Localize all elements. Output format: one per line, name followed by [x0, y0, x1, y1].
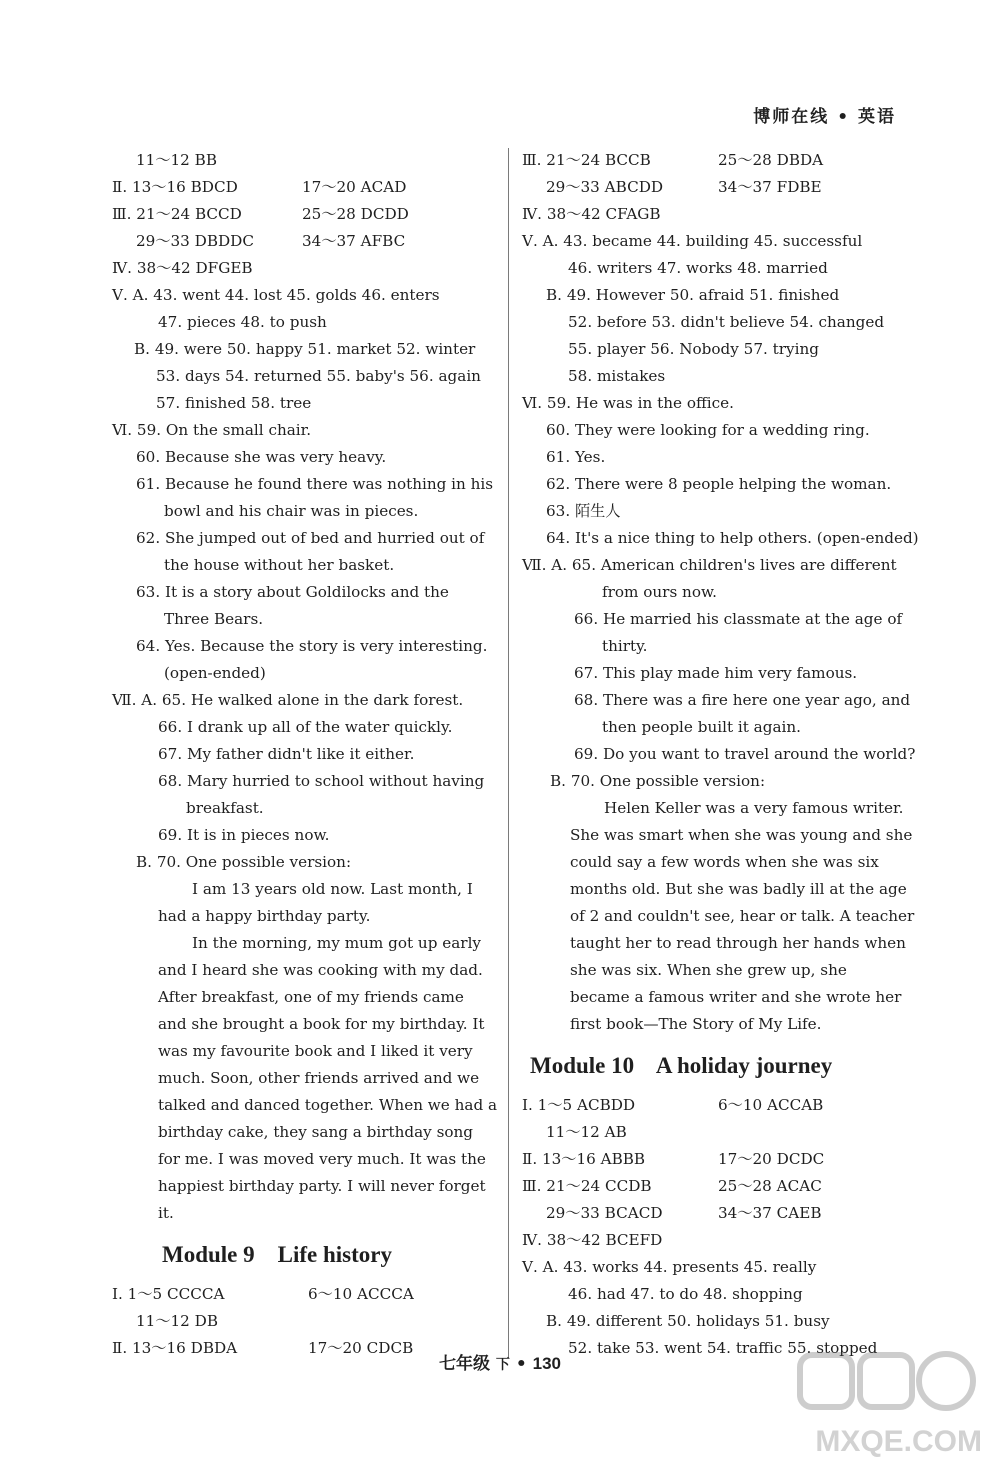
header-title: 博师在线 • 英语: [753, 107, 896, 127]
footer-term: 下: [495, 1357, 510, 1373]
answer-text-second: 34～37 AFBC: [302, 232, 406, 250]
answer-line: [522, 1173, 912, 1200]
answer-line: [112, 849, 507, 876]
answer-text: B. 70. One possible version:: [136, 853, 352, 871]
answer-text: Three Bears.: [164, 610, 264, 628]
answer-line: [112, 336, 507, 363]
module-heading: Module 9 Life history: [162, 1242, 392, 1267]
answer-text: 63. 陌生人: [546, 502, 621, 520]
answer-text-second: 34～37 CAEB: [718, 1204, 822, 1222]
answer-text: had a happy birthday party.: [158, 907, 371, 925]
answer-line: [522, 903, 915, 930]
answer-text: 64. It's a nice thing to help others. (open-ended): [546, 529, 919, 547]
answer-line: [112, 282, 507, 309]
answer-text: 29～33 DBDDC: [136, 232, 254, 250]
answer-text-second: 6～10 ACCAB: [718, 1096, 824, 1114]
answer-text: B. 49. However 50. afraid 51. finished: [546, 286, 840, 304]
answer-text: 52. before 53. didn't believe 54. changed: [568, 313, 885, 331]
answer-line: [522, 579, 912, 606]
answer-text: Ⅵ. 59. He was in the office.: [522, 394, 734, 412]
answer-text: Ⅲ. 21～24 BCCB: [522, 151, 651, 169]
answer-text: Ⅳ. 38～42 CFAGB: [522, 205, 661, 223]
answer-line: [522, 336, 912, 363]
answer-text: talked and danced together. When we had a: [158, 1096, 498, 1114]
answer-line: [522, 417, 912, 444]
answer-text: 68. Mary hurried to school without having: [158, 772, 485, 790]
answer-line: [522, 633, 912, 660]
answer-line: [112, 1065, 507, 1092]
answer-line: [112, 1119, 507, 1146]
answer-line: [112, 903, 507, 930]
answer-line: [522, 390, 912, 417]
answer-text: Ⅲ. 21～24 CCDB: [522, 1177, 652, 1195]
answer-line: [522, 1092, 912, 1119]
answer-line: [522, 822, 912, 849]
answer-text: Ⅱ. 13～16 DBDA: [112, 1339, 238, 1357]
answer-line: [522, 849, 912, 876]
answer-line: [112, 633, 507, 660]
answer-line: [522, 660, 912, 687]
answer-line: [522, 552, 912, 579]
answer-text-second: 25～28 DBDA: [718, 151, 824, 169]
answer-text: 52. take 53. went 54. traffic 55. stopped: [568, 1339, 878, 1357]
answer-text: 58. mistakes: [568, 367, 666, 385]
right-column: [522, 147, 919, 1362]
answer-text: 46. writers 47. works 48. married: [568, 259, 828, 277]
answer-line: [112, 606, 507, 633]
answer-text: In the morning, my mum got up early: [192, 934, 482, 952]
answer-text: 67. This play made him very famous.: [574, 664, 858, 682]
answer-text: 60. They were looking for a wedding ring.: [546, 421, 870, 439]
answer-line: [112, 660, 507, 687]
answer-text: 11～12 AB: [546, 1123, 627, 1141]
answer-text: 61. Because he found there was nothing in his: [136, 475, 494, 493]
answer-text: B. 49. were 50. happy 51. market 52. winter: [134, 340, 476, 358]
answer-text: Ⅶ. A. 65. He walked alone in the dark forest.: [112, 691, 464, 709]
answer-line: [112, 201, 507, 228]
answer-text: of 2 and couldn't see, hear or talk. A teacher: [570, 907, 915, 925]
answer-text-second: 25～28 ACAC: [718, 1177, 822, 1195]
answer-text: Ⅵ. 59. On the small chair.: [112, 421, 312, 439]
answer-text: 66. I drank up all of the water quickly.: [158, 718, 453, 736]
answer-line: [522, 255, 912, 282]
answer-line: [522, 1254, 912, 1281]
answer-text: Ⅳ. 38～42 BCEFD: [522, 1231, 663, 1249]
answer-line: [522, 1146, 912, 1173]
module-heading: Module 10 A holiday journey: [530, 1053, 833, 1078]
answer-text: Ⅴ. A. 43. works 44. presents 45. really: [522, 1258, 817, 1276]
answer-line: [112, 957, 507, 984]
answer-text: for me. I was moved very much. It was the: [158, 1150, 486, 1168]
answer-text: 63. It is a story about Goldilocks and the: [136, 583, 449, 601]
answer-line: [522, 687, 912, 714]
answer-line: [112, 930, 507, 957]
answer-text: Ⅱ. 13～16 ABBB: [522, 1150, 646, 1168]
footer-grade: 七年级: [438, 1354, 490, 1374]
answer-line: [522, 1119, 912, 1146]
answer-text: She was smart when she was young and she: [570, 826, 913, 844]
answer-text: 62. There were 8 people helping the woman.: [546, 475, 892, 493]
answer-line: [112, 822, 507, 849]
answer-line: [522, 228, 912, 255]
answer-line: [522, 930, 912, 957]
answer-text: much. Soon, other friends arrived and we: [158, 1069, 480, 1087]
answer-text: she was six. When she grew up, she: [570, 961, 847, 979]
answer-text: from ours now.: [602, 583, 718, 601]
answer-text: Helen Keller was a very famous writer.: [604, 799, 904, 817]
answer-text: 64. Yes. Because the story is very interesting.: [136, 637, 488, 655]
answer-text: first book—The Story of My Life.: [570, 1015, 822, 1033]
answer-line: [112, 768, 507, 795]
answer-line: [522, 174, 912, 201]
answer-line: [112, 552, 507, 579]
answer-line: [112, 795, 507, 822]
answer-line: [112, 363, 507, 390]
answer-text: After breakfast, one of my friends came: [158, 988, 464, 1006]
answer-line: [522, 741, 916, 768]
answer-text: birthday cake, they sang a birthday song: [158, 1123, 474, 1141]
answer-line: [522, 363, 912, 390]
watermark-url: MXQE.COM: [815, 1425, 982, 1458]
answer-line: [522, 147, 912, 174]
answer-line: [522, 282, 912, 309]
answer-line: [112, 174, 507, 201]
answer-text-second: 17～20 DCDC: [718, 1150, 825, 1168]
answer-text: 66. He married his classmate at the age of: [574, 610, 903, 628]
answer-text: then people built it again.: [602, 718, 801, 736]
footer-dot: •: [515, 1354, 527, 1374]
answer-line: [522, 444, 912, 471]
answer-line: [522, 309, 912, 336]
answer-text: and I heard she was cooking with my dad.: [158, 961, 483, 979]
answer-line: [112, 255, 507, 282]
answer-text: taught her to read through her hands when: [570, 934, 906, 952]
answer-text: Ⅳ. 38～42 DFGEB: [112, 259, 253, 277]
answer-text: became a famous writer and she wrote her: [570, 988, 902, 1006]
answer-text: breakfast.: [186, 799, 264, 817]
answer-text: was my favourite book and I liked it very: [158, 1042, 473, 1060]
answer-text: I am 13 years old now. Last month, I: [192, 880, 473, 898]
answer-text-second: 34～37 FDBE: [718, 178, 822, 196]
answer-text: 57. finished 58. tree: [156, 394, 312, 412]
answer-text: 60. Because she was very heavy.: [136, 448, 387, 466]
answer-line: [522, 795, 912, 822]
answer-text: B. 49. different 50. holidays 51. busy: [546, 1312, 830, 1330]
answer-text: 47. pieces 48. to push: [158, 313, 327, 331]
answer-text: Ⅲ. 21～24 BCCD: [112, 205, 242, 223]
page-header: [753, 102, 896, 127]
answer-text: Ⅱ. 13～16 BDCD: [112, 178, 238, 196]
answer-line: [522, 876, 912, 903]
answer-text: (open-ended): [164, 664, 266, 682]
answer-line: [112, 1146, 507, 1173]
answer-text: 69. It is in pieces now.: [158, 826, 330, 844]
answer-line: [522, 984, 912, 1011]
answer-line: [522, 201, 912, 228]
answer-text: the house without her basket.: [164, 556, 395, 574]
answer-line: [112, 1092, 507, 1119]
answer-text: could say a few words when she was six: [570, 853, 879, 871]
answer-line: [522, 714, 912, 741]
answer-line: [112, 147, 507, 174]
answer-line: [112, 687, 507, 714]
answer-text: 67. My father didn't like it either.: [158, 745, 415, 763]
watermark-seal-icon: [792, 1349, 982, 1419]
answer-line: [112, 228, 507, 255]
answer-line: [112, 741, 507, 768]
answer-line: [522, 957, 912, 984]
answer-text: bowl and his chair was in pieces.: [164, 502, 419, 520]
answer-line: [522, 768, 912, 795]
answer-line: [522, 1227, 912, 1254]
answer-text: 68. There was a fire here one year ago, and: [574, 691, 911, 709]
answer-text: 11～12 BB: [136, 151, 217, 169]
watermark-logo: [792, 1349, 982, 1459]
answer-line: [112, 1011, 507, 1038]
answer-text: 62. She jumped out of bed and hurried out of: [136, 529, 485, 547]
answer-line: [112, 714, 507, 741]
answer-line: [522, 1200, 912, 1227]
answer-line: [112, 471, 507, 498]
answer-line: [112, 1200, 507, 1227]
left-column: [112, 147, 507, 1362]
answer-line: [112, 876, 507, 903]
answer-line: [112, 390, 507, 417]
answer-line: [522, 606, 912, 633]
answer-text: 29～33 ABCDD: [546, 178, 664, 196]
answer-text: 53. days 54. returned 55. baby's 56. again: [156, 367, 481, 385]
answer-text: Ⅰ. 1～5 CCCCA: [112, 1285, 225, 1303]
answer-line: [112, 309, 507, 336]
answer-text-second: 25～28 DCDD: [302, 205, 409, 223]
answer-text-second: 6～10 ACCCA: [308, 1285, 414, 1303]
answer-text: Ⅰ. 1～5 ACBDD: [522, 1096, 636, 1114]
answer-text-second: 17～20 ACAD: [302, 178, 407, 196]
answer-line: [112, 1308, 507, 1335]
answer-line: [112, 417, 507, 444]
answer-text: thirty.: [602, 637, 648, 655]
answer-text: B. 70. One possible version:: [550, 772, 766, 790]
column-divider: [508, 148, 509, 1358]
answer-text: 46. had 47. to do 48. shopping: [568, 1285, 803, 1303]
answer-text: happiest birthday party. I will never forget: [158, 1177, 486, 1195]
answer-line: [522, 1308, 912, 1335]
answer-line: [522, 498, 912, 525]
answer-line: [112, 1173, 507, 1200]
answer-text: 29～33 BCACD: [546, 1204, 663, 1222]
answer-line: [112, 1281, 507, 1308]
answer-text: it.: [158, 1204, 174, 1222]
answer-line: [112, 498, 507, 525]
answer-text: 69. Do you want to travel around the world?: [574, 745, 916, 763]
answer-line: [522, 1011, 912, 1038]
answer-text: 61. Yes.: [546, 448, 606, 466]
answer-line: [112, 579, 507, 606]
answer-line: [522, 1281, 912, 1308]
answer-text-second: 17～20 CDCB: [308, 1339, 414, 1357]
answer-text: Ⅴ. A. 43. became 44. building 45. successful: [522, 232, 863, 250]
answer-line: [112, 984, 507, 1011]
page-number: 130: [532, 1354, 561, 1373]
answer-line: [522, 525, 919, 552]
answer-line: [112, 444, 507, 471]
answer-text: 55. player 56. Nobody 57. trying: [568, 340, 819, 358]
answer-text: and she brought a book for my birthday. It: [158, 1015, 485, 1033]
answer-line: [112, 525, 507, 552]
answer-text: Ⅴ. A. 43. went 44. lost 45. golds 46. enters: [112, 286, 440, 304]
answer-line: [522, 471, 912, 498]
answer-line: [112, 1038, 507, 1065]
answer-text: months old. But she was badly ill at the age: [570, 880, 907, 898]
answer-text: 11～12 DB: [136, 1312, 219, 1330]
answer-text: Ⅶ. A. 65. American children's lives are different: [522, 556, 897, 574]
